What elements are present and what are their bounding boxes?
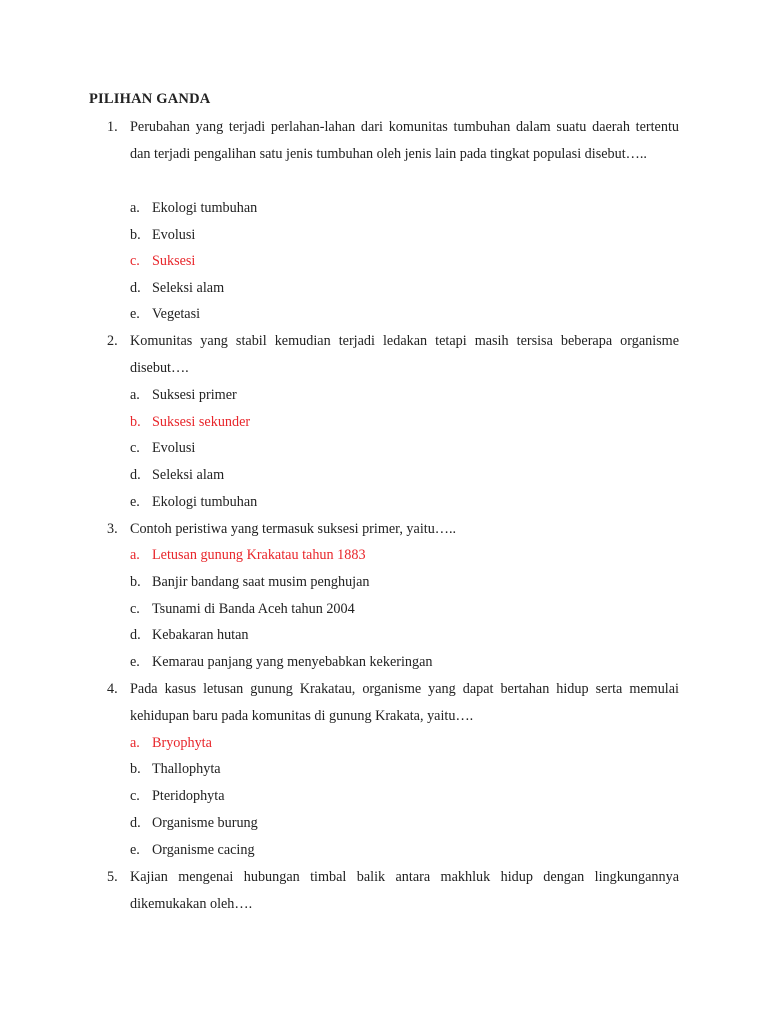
option-letter: e. (130, 494, 140, 510)
option-letter: c. (130, 601, 140, 617)
option-text: Vegetasi (152, 306, 201, 322)
option-text: Kebakaran hutan (152, 627, 249, 643)
option-1e (0, 301, 768, 328)
option-text: Letusan gunung Krakatau tahun 1883 (152, 547, 366, 563)
option-4c (0, 783, 768, 810)
option-3a-answer (0, 542, 768, 569)
option-letter: a. (130, 735, 140, 751)
option-text: Seleksi alam (152, 467, 225, 483)
option-1c-answer (0, 248, 768, 275)
option-letter: e. (130, 306, 140, 322)
option-2c (0, 435, 768, 462)
option-text: Evolusi (152, 440, 196, 456)
option-4a-answer (0, 730, 768, 757)
question-text: Contoh peristiwa yang termasuk suksesi primer, yaitu….. (130, 521, 457, 537)
option-letter: d. (130, 280, 141, 296)
option-text: Pteridophyta (152, 788, 225, 804)
option-2a (0, 382, 768, 409)
option-text: Suksesi primer (152, 387, 237, 403)
option-3b (0, 569, 768, 596)
option-text: Evolusi (152, 227, 196, 243)
option-letter: e. (130, 842, 140, 858)
question-number: 4. (107, 681, 118, 697)
option-letter: b. (130, 761, 141, 777)
question-number: 2. (107, 333, 118, 349)
question-text: Perubahan yang terjadi perlahan-lahan dari komunitas tumbuhan dalam suatu daerah tertentu dan terjadi pengalihan satu jenis tumbuhan oleh jenis lain pada tingkat populasi disebut….. (130, 119, 679, 162)
option-letter: d. (130, 627, 141, 643)
option-letter: b. (130, 227, 141, 243)
option-text: Seleksi alam (152, 280, 225, 296)
option-4b (0, 756, 768, 783)
question-number: 3. (107, 521, 118, 537)
question-text: Komunitas yang stabil kemudian terjadi ledakan tetapi masih tersisa beberapa organisme disebut…. (130, 333, 679, 376)
option-letter: b. (130, 414, 141, 430)
option-letter: c. (130, 440, 140, 456)
option-letter: a. (130, 200, 140, 216)
option-4e (0, 837, 768, 864)
option-text: Banjir bandang saat musim penghujan (152, 574, 370, 590)
option-letter: e. (130, 654, 140, 670)
option-3c (0, 596, 768, 623)
option-4d (0, 810, 768, 837)
option-text: Thallophyta (152, 761, 221, 777)
option-3e (0, 649, 768, 676)
option-letter: d. (130, 467, 141, 483)
option-letter: b. (130, 574, 141, 590)
option-letter: c. (130, 253, 140, 269)
option-letter: d. (130, 815, 141, 831)
option-1a (0, 195, 768, 222)
option-letter: a. (130, 387, 140, 403)
option-1d (0, 275, 768, 302)
option-letter: a. (130, 547, 140, 563)
question-text: Kajian mengenai hubungan timbal balik antara makhluk hidup dengan lingkungannya dikemukakan oleh…. (130, 869, 679, 912)
question-text: Pada kasus letusan gunung Krakatau, organisme yang dapat bertahan hidup serta memulai kehidupan baru pada komunitas di gunung Krakata, yaitu…. (130, 681, 679, 724)
question-number: 1. (107, 119, 118, 135)
option-3d (0, 622, 768, 649)
option-text: Suksesi sekunder (152, 414, 251, 430)
option-text: Bryophyta (152, 735, 212, 751)
option-text: Ekologi tumbuhan (152, 494, 258, 510)
option-text: Kemarau panjang yang menyebabkan kekeringan (152, 654, 433, 670)
option-text: Tsunami di Banda Aceh tahun 2004 (152, 601, 355, 617)
option-2d (0, 462, 768, 489)
option-text: Suksesi (152, 253, 196, 269)
option-2e (0, 489, 768, 516)
option-text: Ekologi tumbuhan (152, 200, 258, 216)
section-heading: PILIHAN GANDA (89, 91, 211, 107)
option-1b (0, 222, 768, 249)
option-text: Organisme cacing (152, 842, 255, 858)
question-number: 5. (107, 869, 118, 885)
option-letter: c. (130, 788, 140, 804)
option-text: Organisme burung (152, 815, 258, 831)
option-2b-answer (0, 409, 768, 436)
